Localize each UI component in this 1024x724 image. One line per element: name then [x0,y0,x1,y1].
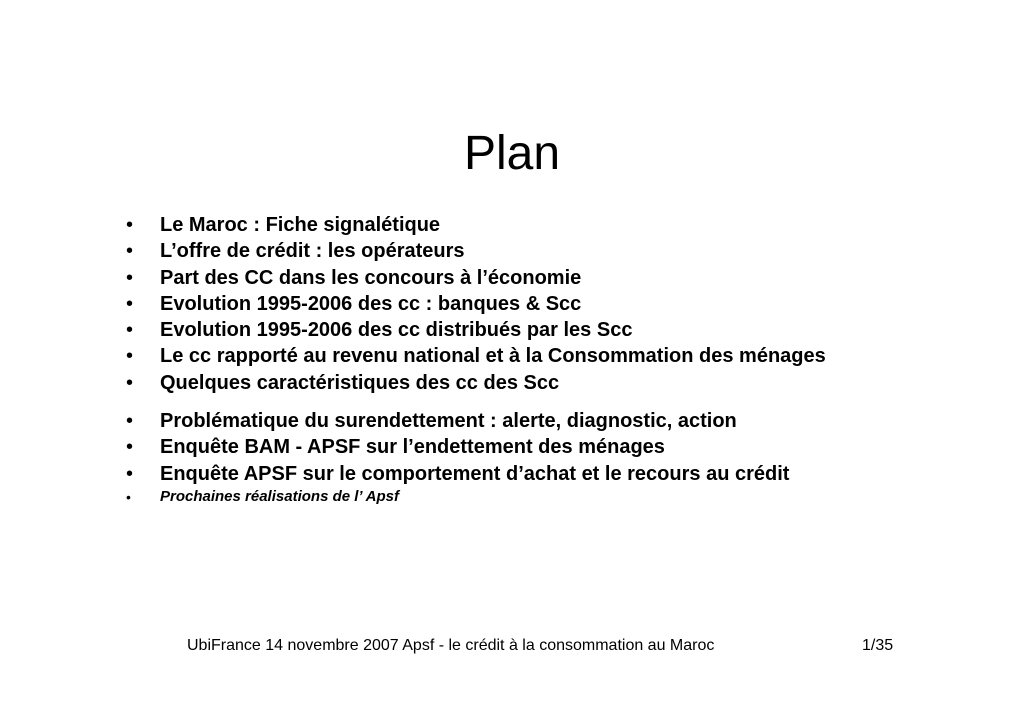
list-item [126,461,946,487]
list-item-text: Enquête APSF sur le comportement d’achat et le recours au crédit [160,462,790,485]
list-item [126,343,946,369]
list-item-text: Evolution 1995-2006 des cc : banques & Scc [160,292,582,315]
bullet-icon: • [126,292,134,315]
list-item-text: Problématique du surendettement : alerte, diagnostic, action [160,410,737,433]
bullet-icon: • [126,345,134,368]
list-item-text: L’offre de crédit : les opérateurs [160,240,465,263]
page-number: 1/35 [862,637,894,654]
bullet-icon: • [126,240,134,263]
list-item [126,434,946,460]
list-item-text: Le cc rapporté au revenu national et à la Consommation des ménages [160,345,826,368]
list-item [126,212,946,238]
bullet-icon: • [126,214,134,236]
bullet-icon: • [126,319,134,342]
bullet-icon: • [126,410,134,433]
bullet-list [126,212,946,507]
bullet-icon: • [126,462,134,485]
list-item [126,317,946,343]
footer-text: UbiFrance 14 novembre 2007 Apsf - le crédit à la consommation au Maroc [187,637,715,654]
list-item [126,238,946,264]
list-item-text: Part des CC dans les concours à l’économie [160,266,582,289]
bullet-icon: • [126,488,131,505]
list-item-text: Evolution 1995-2006 des cc distribués par les Scc [160,319,633,342]
list-item [126,370,946,396]
list-item-text: Prochaines réalisations de l’ Apsf [160,487,399,505]
list-item-text: Quelques caractéristiques des cc des Scc [160,371,560,394]
slide-title: Plan [463,127,561,180]
list-item [126,408,946,434]
list-item-text: Enquête BAM - APSF sur l’endettement des ménages [160,436,665,459]
list-item [126,487,946,507]
bullet-icon: • [126,436,134,459]
list-item [126,291,946,317]
list-item [126,265,946,291]
bullet-icon: • [126,371,134,394]
list-item-text: Le Maroc : Fiche signalétique [160,214,441,236]
bullet-icon: • [126,266,134,289]
